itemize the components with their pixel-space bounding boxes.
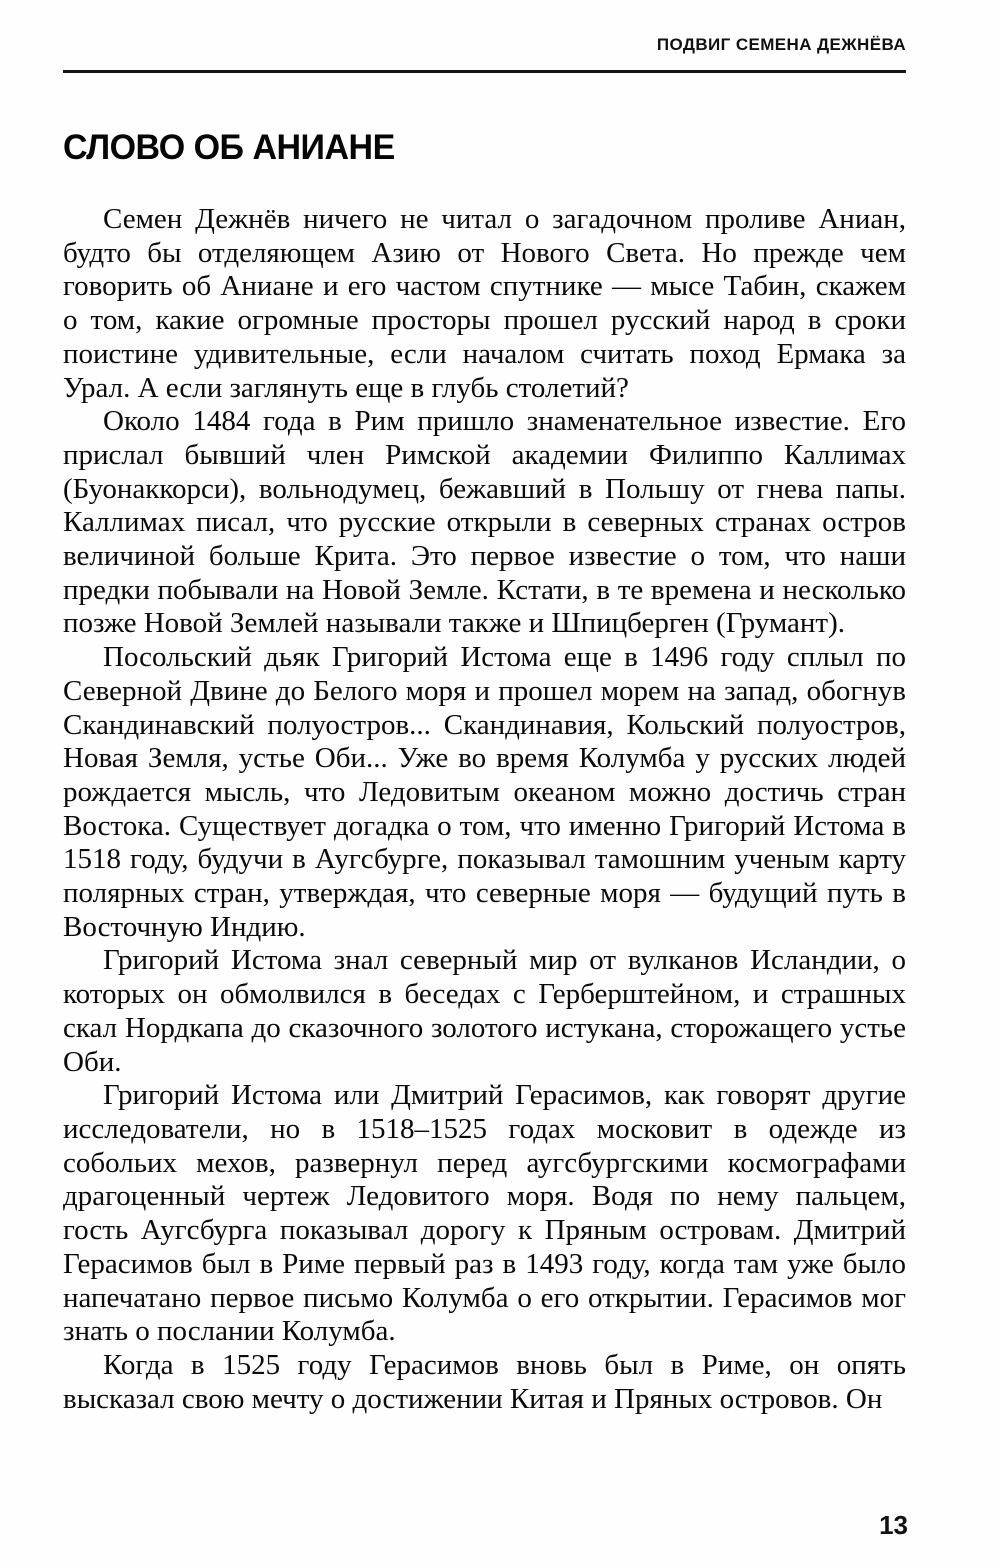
- header-rule: [63, 70, 906, 73]
- paragraph: Около 1484 года в Рим пришло знаменательное известие. Его прислал бывший член Римской академии Филиппо Каллимах (Буонаккорси), вольнодумец, бежавший в Польшу от гнева папы. Каллимах писал, что русские открыли в северных странах остров величиной больше Крита. Это первое известие о том, что наши предки побывали на Новой Земле. Кстати, в те времена и несколько позже Новой Землей называли также и Шпицберген (Грумант).: [63, 405, 906, 640]
- paragraph: Семен Дежнёв ничего не читал о загадочном проливе Аниан, будто бы отделяющем Азию от Нового Света. Но прежде чем говорить об Аниане и его частом спутнике — мысе Табин, скажем о том, какие огромные просторы прошел русский народ в сроки поистине удивительные, если началом считать поход Ермака за Урал. А если заглянуть еще в глубь столетий?: [63, 203, 906, 404]
- paragraph: Григорий Истома знал северный мир от вулканов Исландии, о которых он обмолвился в беседах с Герберштейном, и страшных скал Нордкапа до сказочного золотого истукана, сторожащего устье Оби.: [63, 944, 906, 1078]
- page-number: 13: [879, 1510, 908, 1540]
- paragraph: Посольский дьяк Григорий Истома еще в 1496 году сплыл по Северной Двине до Белого моря и прошел морем на запад, обогнув Скандинавский полуостров... Скандинавия, Кольский полуостров, Новая Земля, устье Оби... Уже во время Колумба у русских людей рождается мысль, что Ледовитым океаном можно достичь стран Востока. Существует догадка о том, что именно Григорий Истома в 1518 году, будучи в Аугсбурге, показывал тамошним ученым карту полярных стран, утверждая, что северные моря — будущий путь в Восточную Индию.: [63, 641, 906, 943]
- chapter-title: СЛОВО ОБ АНИАНЕ: [63, 128, 395, 168]
- running-header-title: ПОДВИГ СЕМЕНА ДЕЖНЁВА: [656, 35, 906, 54]
- paragraph: Когда в 1525 году Герасимов вновь был в Риме, он опять высказал свою мечту о достижении Китая и Пряных островов. Он: [63, 1348, 906, 1415]
- body-text-block: [63, 203, 906, 1416]
- paragraph: Григорий Истома или Дмитрий Герасимов, как говорят другие исследователи, но в 1518–1525 годах московит в одежде из собольих мехов, развернул перед аугсбургскими космографами драгоценный чертеж Ледовитого моря. Водя по нему пальцем, гость Аугсбурга показывал дорогу к Пряным островам. Дмитрий Герасимов был в Риме первый раз в 1493 году, когда там уже было напечатано первое письмо Колумба о его открытии. Герасимов мог знать о послании Колумба.: [63, 1079, 906, 1348]
